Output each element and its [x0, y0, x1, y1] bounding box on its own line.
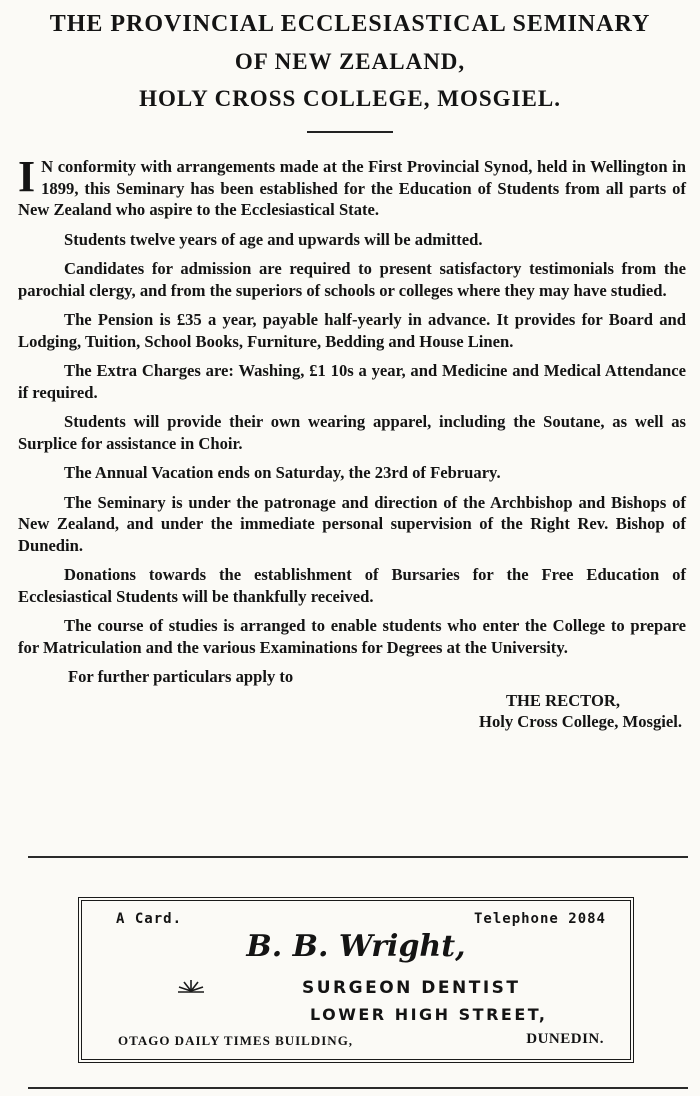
card-city: DUNEDIN.	[526, 1031, 604, 1047]
college-address: Holy Cross College, Mosgiel.	[479, 712, 682, 731]
section-divider-bottom	[28, 1087, 688, 1089]
card-label: A Card.	[116, 911, 183, 927]
card-building: OTAGO DAILY TIMES BUILDING,	[118, 1033, 354, 1048]
header-line-2: OF NEW ZEALAND,	[234, 49, 466, 74]
ornament-icon	[176, 977, 206, 995]
paragraph-donations: Donations towards the establishment of Bursaries for the Free Education of Ecclesiastical Students will be thankfully received.	[18, 565, 686, 606]
section-divider-top	[28, 856, 688, 858]
paragraph-pension: The Pension is £35 a year, payable half-yearly in advance. It provides for Board and Lodging, Tuition, School Books, Furniture, Bedding and House Linen.	[18, 310, 686, 351]
paragraph-admission-age: Students twelve years of age and upwards will be admitted.	[64, 229, 483, 249]
paragraph-vacation: The Annual Vacation ends on Saturday, the 23rd of February.	[64, 463, 501, 482]
header-line-3: HOLY CROSS COLLEGE, MOSGIEL.	[139, 86, 561, 111]
intro-paragraph	[18, 152, 686, 221]
apply-line: For further particulars apply to	[68, 667, 294, 686]
paragraph-patronage: The Seminary is under the patronage and direction of the Archbishop and Bishops of New Zealand, and under the immediate personal supervision of the Right Rev. Bishop of Dunedin.	[18, 492, 686, 555]
card-street: LOWER HIGH STREET,	[310, 1005, 548, 1024]
paragraph-extra-charges: The Extra Charges are: Washing, £1 10s a year, and Medicine and Medical Attendance if required.	[18, 361, 686, 402]
card-telephone: Telephone 2084	[473, 911, 606, 927]
card-profession: SURGEON DENTIST	[302, 978, 521, 998]
paragraph-testimonials: Candidates for admission are required to present satisfactory testimonials from the parochial clergy, and from the superiors of schools or colleges where they may have studied.	[18, 259, 686, 300]
header-divider	[307, 131, 393, 133]
signature-block	[18, 690, 686, 733]
drop-cap: I	[18, 152, 36, 201]
paragraph-apparel: Students will provide their own wearing apparel, including the Soutane, as well as Surplice for assistance in Choir.	[18, 412, 686, 453]
card-top-line	[116, 911, 606, 931]
intro-text: N conformity with arrangements made at the First Provincial Synod, held in Wellington in 1899, this Seminary has been established for the Education of Students from all parts of New Zealand who aspire to the Ecclesiastical State.	[18, 157, 686, 219]
paragraph-studies: The course of studies is arranged to enable students who enter the College to prepare for Matriculation and the various Examinations for Degrees at the University.	[18, 616, 686, 657]
card-name: B. B. Wright,	[246, 929, 466, 964]
rector-title: THE RECTOR,	[505, 690, 620, 710]
header-line-1: THE PROVINCIAL ECCLESIASTICAL SEMINARY	[49, 11, 651, 37]
seminary-header	[0, 6, 700, 133]
dentist-card	[78, 897, 634, 1063]
seminary-body	[18, 152, 686, 733]
